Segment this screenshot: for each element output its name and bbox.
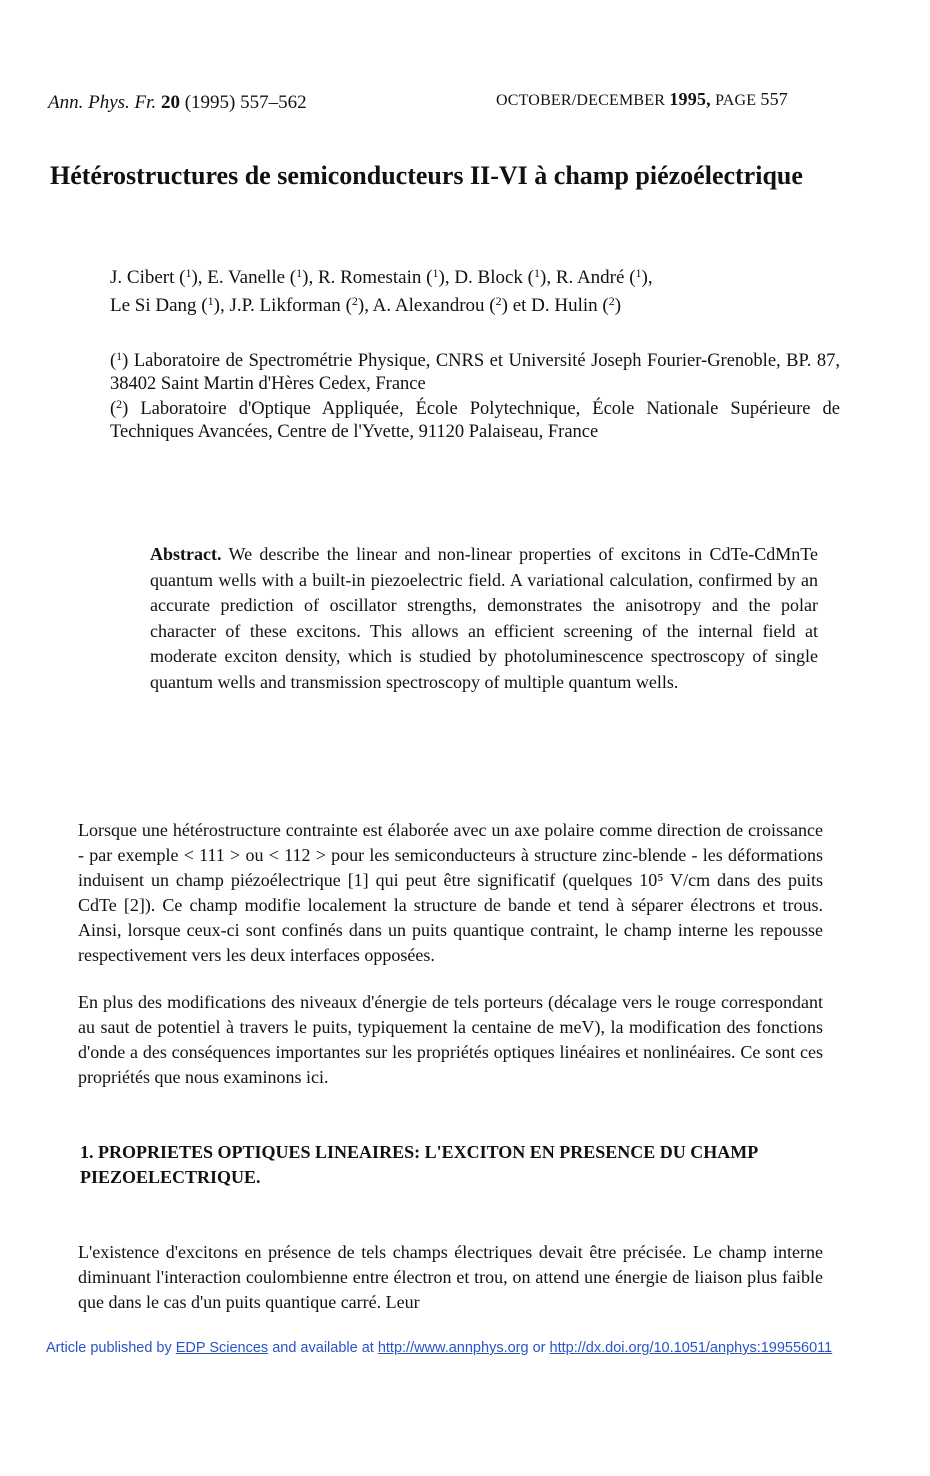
author-list bbox=[110, 264, 810, 320]
issue-header bbox=[496, 89, 788, 110]
journal-name: Ann. Phys. Fr. bbox=[48, 92, 157, 113]
journal-site-link[interactable]: http://www.annphys.org bbox=[377, 1340, 529, 1356]
author: D. Block ($^1$), bbox=[454, 266, 556, 288]
page-number: 557 bbox=[760, 89, 788, 109]
abstract-text: We describe the linear and non-linear properties of excitons in CdTe-CdMnTe quantum wells with a built-in piezoelectric field. A variational calculation, confirmed by an accurate prediction of oscillator strengths, demonstrates the anisotropy and the polar character of these excitons. This allows an efficient screening of the internal field at moderate exciton density, which is studied by photoluminescence spectroscopy of single quantum wells and transmission spectroscopy of multiple quantum wells. bbox=[150, 544, 818, 692]
section-heading: 1. PROPRIETES OPTIQUES LINEAIRES: L'EXCITON EN PRESENCE DU CHAMP PIEZOELECTRIQUE. bbox=[80, 1142, 758, 1187]
author: J. Cibert ($^1$), bbox=[110, 266, 208, 288]
citation-header bbox=[48, 92, 307, 114]
issue-year: 1995, bbox=[669, 89, 711, 109]
year-pages: (1995) 557–562 bbox=[184, 92, 307, 113]
author: R. André ($^1$), bbox=[555, 266, 653, 288]
affiliation-1: ($^1$) Laboratoire de Spectrométrie Physique, CNRS et Université Joseph Fourier-Grenoble, BP. 87, 38402 Saint Martin d'Hères Cedex, France bbox=[110, 349, 840, 394]
abstract bbox=[150, 542, 818, 695]
issue-date: OCTOBER/DECEMBER bbox=[496, 92, 666, 109]
publisher-link[interactable]: EDP Sciences bbox=[175, 1340, 269, 1356]
body-paragraph-3: L'existence d'excitons en présence de tels champs électriques devait être précisée. Le champ interne diminuant l'interaction coulombienne entre électron et trou, on attend une énergie de liaison plus faible que dans le cas d'un puits quantique carré. Leur bbox=[78, 1242, 823, 1312]
abstract-label: Abstract. bbox=[150, 544, 222, 564]
author: D. Hulin ($^2$) bbox=[531, 294, 622, 316]
author: A. Alexandrou ($^2$) et bbox=[372, 294, 532, 316]
author: J.P. Likforman ($^2$), bbox=[229, 294, 373, 316]
author: R. Romestain ($^1$), bbox=[317, 266, 455, 288]
page-label: PAGE bbox=[715, 92, 757, 109]
body-paragraph-2: En plus des modifications des niveaux d'énergie de tels porteurs (décalage vers le rouge correspondant au saut de potentiel à travers le puits, typiquement la centaine de meV), la modification des fonctions d'onde a des conséquences importantes sur les propriétés optiques linéaires et nonlinéaires. Ce sont ces propriétés que nous examinons ici. bbox=[78, 992, 823, 1087]
affiliation-2: ($^2$) Laboratoire d'Optique Appliquée, École Polytechnique, École Nationale Supérieure de Techniques Avancées, Centre de l'Yvette, 91120 Palaiseau, France bbox=[110, 397, 840, 442]
publication-footer: Article published by EDP Sciences and available at http://www.annphys.org or http://dx.doi.org/10.1051/anphys:199556011 bbox=[46, 1340, 833, 1356]
doi-link[interactable]: http://dx.doi.org/10.1051/anphys:199556011 bbox=[549, 1340, 833, 1356]
body-paragraph-1: Lorsque une hétérostructure contrainte est élaborée avec un axe polaire comme direction de croissance - par exemple < 111 > ou < 112 > pour les semiconducteurs à structure zinc-blende - les déformations induisent un champ piézoélectrique [1] qui peut être significatif (quelques 10⁵ V/cm dans des puits CdTe [2]). Ce champ modifie localement la structure de bande et tend à séparer électrons et trous. Ainsi, lorsque ceux-ci sont confinés dans un puits quantique contraint, le champ interne les repousse respectivement vers les deux interfaces opposées. bbox=[78, 820, 823, 965]
author: Le Si Dang ($^1$), bbox=[110, 294, 230, 316]
article-title: Hétérostructures de semiconducteurs II-VI à champ piézoélectrique bbox=[50, 161, 803, 190]
journal-volume: 20 bbox=[160, 92, 180, 113]
author: E. Vanelle ($^1$), bbox=[207, 266, 318, 288]
